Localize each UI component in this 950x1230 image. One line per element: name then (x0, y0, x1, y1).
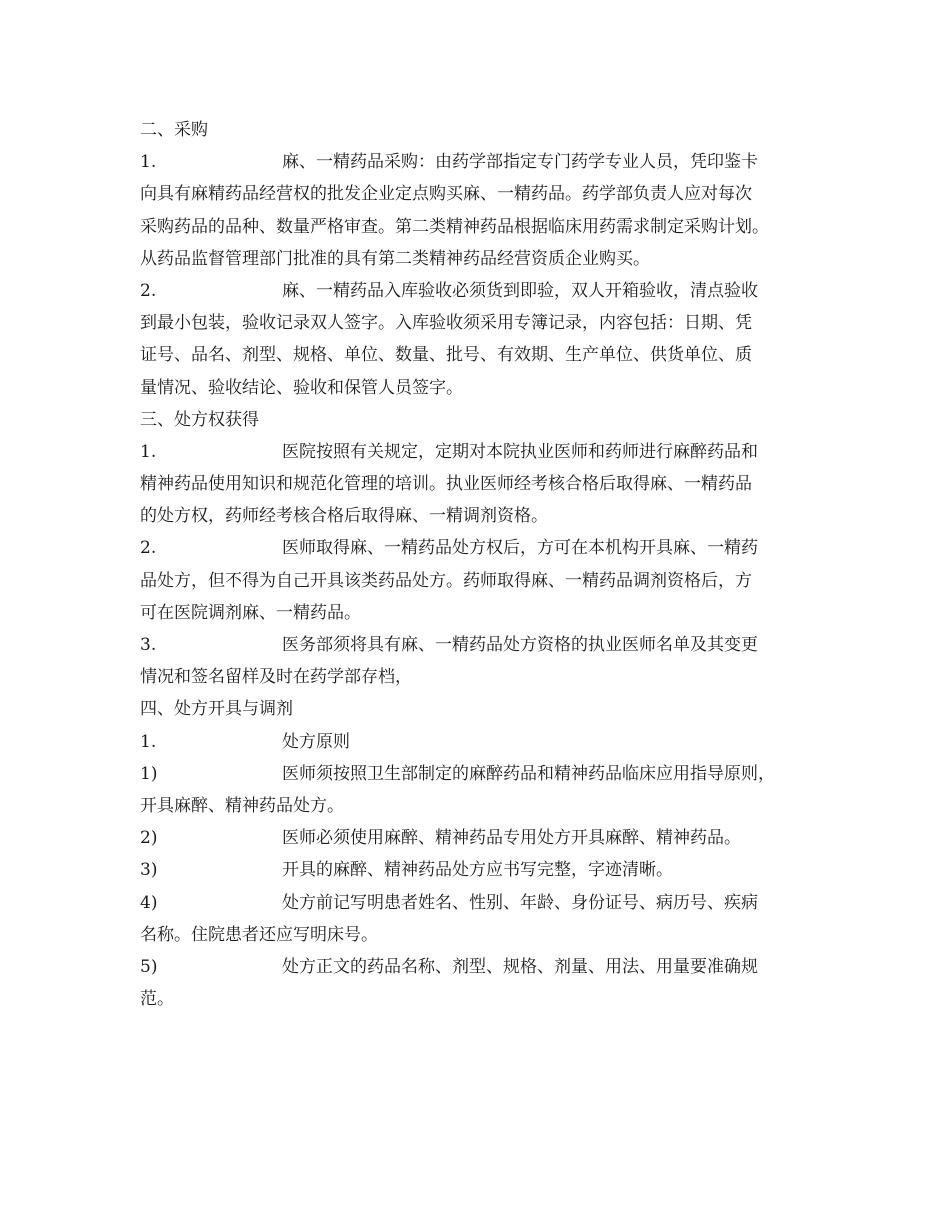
list-item (140, 726, 820, 758)
item-number: 2) (140, 828, 158, 849)
paragraph-line (140, 468, 820, 500)
paragraph-text: 开具麻醉、精神药品处方。 (140, 795, 344, 816)
item-number: 3) (140, 860, 158, 881)
list-item (140, 822, 820, 854)
paragraph-text: 采购药品的品种、数量严格审查。第二类精神药品根据临床用药需求制定采购计划。 (140, 216, 769, 237)
item-number: 1. (140, 441, 157, 462)
paragraph-text: 开具的麻醉、精神药品处方应书写完整，字迹清晰。 (282, 860, 673, 881)
item-number: 3. (140, 635, 157, 655)
list-item (140, 146, 820, 275)
item-number: 2. (140, 280, 157, 301)
paragraph-text: 情况和签名留样及时在药学部存档， (140, 667, 412, 688)
paragraph-line (140, 211, 820, 243)
item-number: 2. (140, 538, 157, 559)
paragraph-text: 证号、品名、剂型、规格、单位、数量、批号、有效期、生产单位、供货单位、质 (140, 345, 752, 366)
paragraph-text: 处方原则 (282, 731, 350, 752)
paragraph-line (140, 951, 820, 983)
paragraph-text: 医师必须使用麻醉、精神药品专用处方开具麻醉、精神药品。 (282, 828, 741, 849)
paragraph-text: 处方正文的药品名称、剂型、规格、剂量、用法、用量要准确规 (282, 956, 758, 977)
paragraph-text: 可在医院调剂麻、一精药品。 (140, 602, 361, 623)
paragraph-line (140, 307, 820, 339)
paragraph-line (140, 339, 820, 371)
paragraph-text: 的处方权，药师经考核合格后取得麻、一精调剂资格。 (140, 506, 548, 527)
paragraph-line (140, 887, 820, 919)
paragraph-text: 医院按照有关规定，定期对本院执业医师和药师进行麻醉药品和 (282, 441, 758, 462)
paragraph-text: 从药品监督管理部门批准的具有第二类精神药品经营资质企业购买。 (140, 248, 650, 269)
paragraph-line (140, 500, 820, 532)
paragraph-text: 医师取得麻、一精药品处方权后，方可在本机构开具麻、一精药 (282, 538, 758, 559)
item-number: 1. (140, 731, 157, 752)
list-item (140, 629, 820, 693)
item-number: 4) (140, 892, 158, 913)
paragraph-text: 量情况、验收结论、验收和保管人员签字。 (140, 377, 463, 398)
list-item (140, 854, 820, 886)
item-number: 1) (140, 763, 158, 784)
paragraph-line (140, 983, 820, 1015)
section-heading: 三、处方权获得 (140, 409, 259, 430)
paragraph-line (140, 758, 820, 790)
paragraph-line (140, 372, 820, 404)
paragraph-line (140, 726, 820, 758)
list-item (140, 887, 820, 951)
list-item (140, 758, 820, 822)
paragraph-line (140, 178, 820, 210)
paragraph-text: 名称。住院患者还应写明床号。 (140, 924, 378, 945)
paragraph-text: 医师须按照卫生部制定的麻醉药品和精神药品临床应用指导原则， (282, 763, 775, 784)
list-item (140, 275, 820, 404)
paragraph-text: 精神药品使用知识和规范化管理的培训。执业医师经考核合格后取得麻、一精药品 (140, 474, 752, 495)
section-heading: 四、处方开具与调剂 (140, 699, 293, 720)
paragraph-text: 处方前记写明患者姓名、性别、年龄、身份证号、病历号、疾病 (282, 892, 758, 913)
paragraph-line (140, 532, 820, 564)
paragraph-text: 范。 (140, 989, 174, 1010)
paragraph-line (140, 790, 820, 822)
paragraph-line (140, 436, 820, 468)
paragraph-line (140, 629, 820, 661)
paragraph-line (140, 822, 820, 854)
paragraph-text: 品处方，但不得为自己开具该类药品处方。药师取得麻、一精药品调剂资格后，方 (140, 570, 752, 591)
document-body (140, 114, 820, 1015)
paragraph-line (140, 275, 820, 307)
paragraph-text: 麻、一精药品入库验收必须货到即验，双人开箱验收，清点验收 (282, 280, 758, 301)
paragraph-line (140, 565, 820, 597)
section-heading: 二、采购 (140, 120, 208, 140)
list-item (140, 532, 820, 629)
list-item (140, 951, 820, 1015)
paragraph-text: 到最小包装，验收记录双人签字。入库验收须采用专簿记录，内容包括：日期、凭 (140, 313, 752, 334)
item-number: 5) (140, 956, 158, 977)
paragraph-line (140, 919, 820, 951)
paragraph-line (140, 597, 820, 629)
paragraph-line (140, 146, 820, 178)
paragraph-line (140, 243, 820, 275)
paragraph-text: 医务部须将具有麻、一精药品处方资格的执业医师名单及其变更 (282, 635, 758, 655)
paragraph-line (140, 854, 820, 886)
paragraph-text: 向具有麻精药品经营权的批发企业定点购买麻、一精药品。药学部负责人应对每次 (140, 184, 752, 205)
paragraph-text: 麻、一精药品采购：由药学部指定专门药学专业人员，凭印鉴卡 (282, 152, 758, 173)
item-number: 1. (140, 152, 157, 173)
list-item (140, 436, 820, 533)
paragraph-line (140, 661, 820, 693)
